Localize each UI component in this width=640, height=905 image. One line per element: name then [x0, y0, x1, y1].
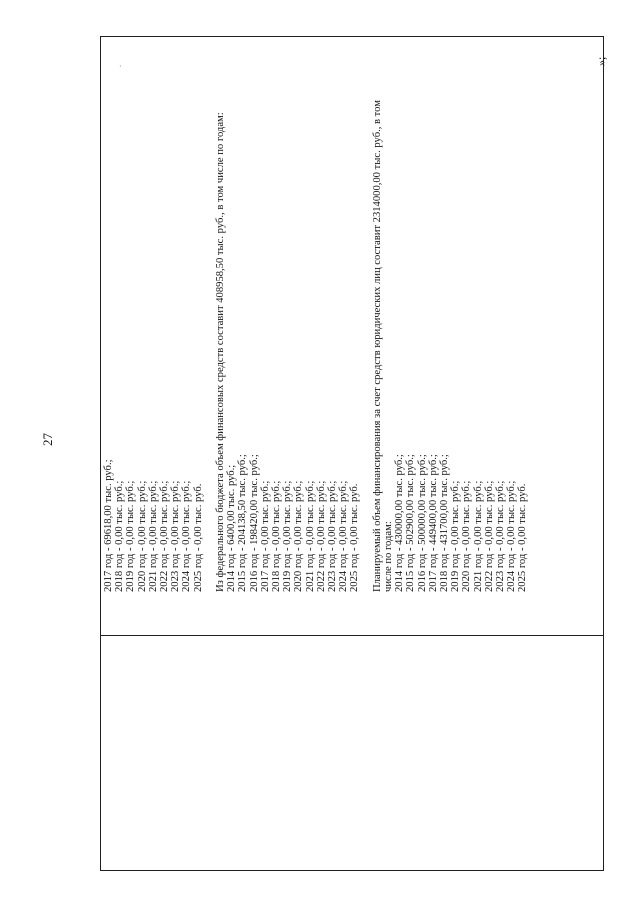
paragraph-gap: [204, 42, 215, 592]
text-line: 2020 год - 0,00 тыс. руб.;: [293, 480, 305, 592]
text-line: 2016 год - 500000,00 тыс. руб.;: [416, 454, 428, 592]
paragraph-gap: [361, 42, 372, 592]
text-line: 2017 год - 69618,00 тыс. руб.;: [103, 459, 114, 592]
text-line: 2014 год - 6400,00 тыс. руб.;: [226, 464, 238, 592]
text-line: 2024 год - 0,00 тыс. руб.;: [181, 480, 193, 592]
text-line: 2020 год - 0,00 тыс. руб.;: [136, 480, 148, 592]
text-line: 2019 год - 0,00 тыс. руб.;: [450, 480, 462, 592]
text-line: 2024 год - 0,00 тыс. руб.;: [506, 480, 518, 592]
text-line: 2017 год - 449400,00 тыс. руб.;: [427, 454, 439, 592]
text-line: 2019 год - 0,00 тыс. руб.;: [282, 480, 294, 592]
text-line: 2014 год - 430000,00 тыс. руб.;: [394, 454, 406, 592]
text-line: 2022 год - 0,00 тыс. руб.;: [159, 480, 171, 592]
text-line: 2024 год - 0,00 тыс. руб.;: [338, 480, 350, 592]
financing-text: [103, 42, 529, 592]
text-line: 2018 год - 431700,00 тыс. руб.;: [439, 454, 451, 592]
text-line: 2017 год - 0,00 тыс. руб.;: [259, 480, 271, 592]
closing-quote-mark: »;: [594, 56, 608, 66]
text-line: 2018 год - 0,00 тыс. руб.;: [271, 480, 283, 592]
text-line: 2022 год - 0,00 тыс. руб.;: [315, 480, 327, 592]
column-divider: [101, 635, 603, 636]
scan-speck: ·: [119, 62, 122, 71]
text-line: 2025 год - 0,00 тыс. руб.: [349, 483, 361, 592]
text-line: 2025 год - 0,00 тыс. руб.: [192, 483, 204, 592]
legal-entities-funding-block: [372, 42, 529, 592]
text-line: 2018 год - 0,00 тыс. руб.;: [114, 480, 126, 592]
regional-funding-block: [103, 42, 204, 592]
text-line: 2023 год - 0,00 тыс. руб.;: [495, 480, 507, 592]
paragraph-intro: Из федерального бюджета объем финансовых средств составит 408958,50 тыс. руб., в том числе по годам:: [215, 112, 227, 592]
text-line: 2015 год - 502900,00 тыс. руб.;: [405, 454, 417, 592]
text-line: 2023 год - 0,00 тыс. руб.;: [327, 480, 339, 592]
text-line: 2020 год - 0,00 тыс. руб.;: [461, 480, 473, 592]
page-number: 27: [40, 433, 55, 446]
text-line: 2025 год - 0,00 тыс. руб.: [517, 483, 529, 592]
text-line: 2023 год - 0,00 тыс. руб.;: [170, 480, 182, 592]
text-line: 2016 год - 198420,00 тыс. руб.;: [248, 454, 260, 592]
text-line: 2015 год - 204138,50 тыс. руб.;: [237, 454, 249, 592]
text-line: 2022 год - 0,00 тыс. руб.;: [483, 480, 495, 592]
text-line: 2021 год - 0,00 тыс. руб.;: [304, 480, 316, 592]
paragraph-intro: Планируемый объем финансирования за счет средств юридических лиц составит 2314000,00 тыс. руб., в том: [371, 100, 383, 592]
paragraph-intro: числе по годам:: [383, 521, 395, 592]
text-line: 2021 год - 0,00 тыс. руб.;: [472, 480, 484, 592]
text-line: 2021 год - 0,00 тыс. руб.;: [147, 480, 159, 592]
text-line: 2019 год - 0,00 тыс. руб.;: [125, 480, 137, 592]
federal-funding-block: [215, 42, 361, 592]
